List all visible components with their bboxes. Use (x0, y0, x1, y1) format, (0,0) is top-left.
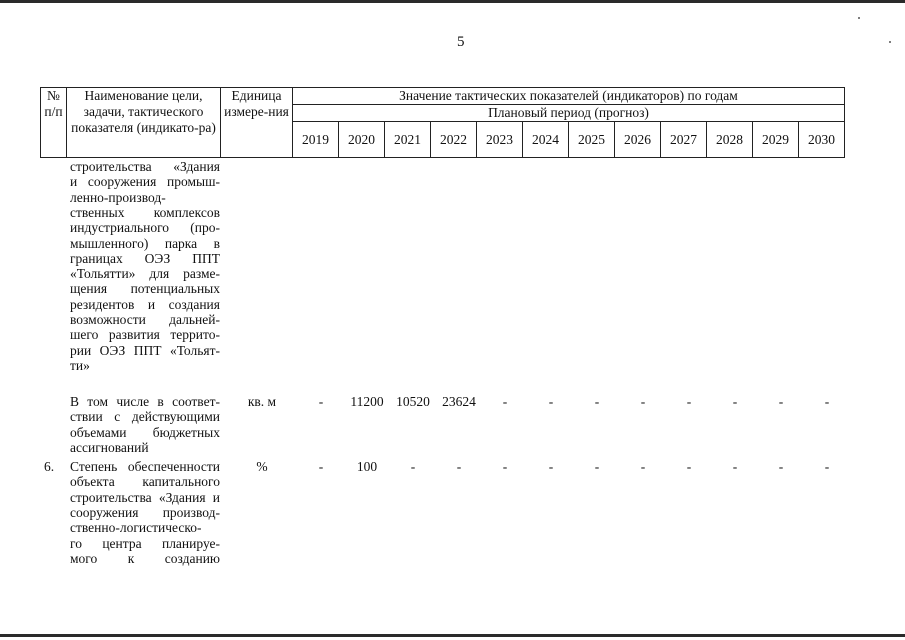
row6-value: - (686, 459, 692, 474)
row6-number: 6. (44, 459, 55, 474)
budget-row-value: - (778, 394, 784, 409)
row6-name-line: объекта капитального (70, 474, 220, 490)
continuation-line: шего развития террито- (70, 327, 220, 343)
continuation-line: возможности дальней- (70, 312, 220, 327)
budget-row-value: - (824, 394, 830, 409)
continuation-line: ственных комплексов (70, 204, 220, 220)
budget-row-name-line: В том числе в соответ- (70, 394, 220, 409)
budget-row-value: 10520 (396, 394, 430, 409)
budget-row-unit: кв. м (247, 394, 277, 409)
row6-name-line: го центра планируе- (70, 535, 220, 551)
budget-row-name-line: ассигнований (70, 439, 149, 455)
row6-value: - (456, 459, 462, 474)
year-header: 2022 (431, 122, 477, 158)
year-header: 2019 (293, 122, 339, 158)
row6-name-line: мого к созданию (70, 550, 220, 566)
column-header-number: № п/п (41, 88, 67, 158)
column-header-values: Значение тактических показателей (индикаторов) по годам (293, 88, 845, 105)
budget-row-value: - (732, 394, 738, 409)
budget-row-value: 11200 (350, 394, 384, 409)
page-number: 5 (457, 34, 465, 50)
indicator-table-header (40, 87, 845, 158)
row6-value: - (502, 459, 508, 474)
budget-row-name-line: объемами бюджетных (70, 424, 220, 440)
budget-row-value: 23624 (442, 394, 476, 409)
bottom-border-line (0, 634, 905, 637)
continuation-line: рии ОЭЗ ППТ «Тольят- (70, 342, 220, 358)
year-header: 2028 (707, 122, 753, 158)
row6-name-line: строительства «Здания и (70, 489, 220, 505)
year-header: 2021 (385, 122, 431, 158)
continuation-line: щения потенциальных (70, 281, 220, 297)
row6-value: - (640, 459, 646, 474)
row6-value: - (548, 459, 554, 474)
row6-name-line: Степень обеспеченности (70, 459, 220, 474)
row6-value: - (594, 459, 600, 474)
budget-row-value: - (502, 394, 508, 409)
budget-row-name-line: ствии с действующими (70, 409, 220, 425)
year-header: 2027 (661, 122, 707, 158)
continuation-line: и сооружения промыш- (70, 174, 220, 190)
continuation-line: границах ОЭЗ ППТ (70, 250, 220, 266)
continuation-line: ти» (70, 357, 90, 373)
column-header-name: Наименование цели, задачи, тактического показателя (индикато-ра) (67, 88, 221, 158)
row6-value: - (318, 459, 324, 474)
continuation-line: резидентов и создания (70, 296, 220, 312)
row6-unit: % (256, 459, 268, 474)
column-header-period: Плановый период (прогноз) (293, 105, 845, 122)
year-header: 2026 (615, 122, 661, 158)
year-header: 2025 (569, 122, 615, 158)
continuation-line: индустриального (про- (70, 220, 220, 236)
row6-name-line: сооружения производ- (70, 504, 220, 520)
year-header: 2030 (799, 122, 845, 158)
scan-speck (889, 41, 891, 43)
column-header-unit: Единица измере-ния (221, 88, 293, 158)
year-header: 2029 (753, 122, 799, 158)
year-header: 2020 (339, 122, 385, 158)
budget-row-value: - (640, 394, 646, 409)
budget-row-value: - (548, 394, 554, 409)
top-border-line (0, 0, 905, 3)
row6-value: - (824, 459, 830, 474)
row6-name-line: ственно-логистическо- (70, 520, 202, 536)
row6-value: 100 (356, 459, 378, 474)
year-header: 2024 (523, 122, 569, 158)
budget-row-value: - (318, 394, 324, 409)
continuation-line: строительства «Здания (70, 159, 220, 174)
scan-speck (858, 17, 860, 19)
budget-row-value: - (594, 394, 600, 409)
continuation-line: ленно-производ- (70, 189, 166, 205)
row6-value: - (410, 459, 416, 474)
year-header: 2023 (477, 122, 523, 158)
budget-row-value: - (686, 394, 692, 409)
continuation-line: «Тольятти» для разме- (70, 266, 220, 282)
row6-value: - (778, 459, 784, 474)
row6-value: - (732, 459, 738, 474)
continuation-line: мышленного) парка в (70, 235, 220, 251)
